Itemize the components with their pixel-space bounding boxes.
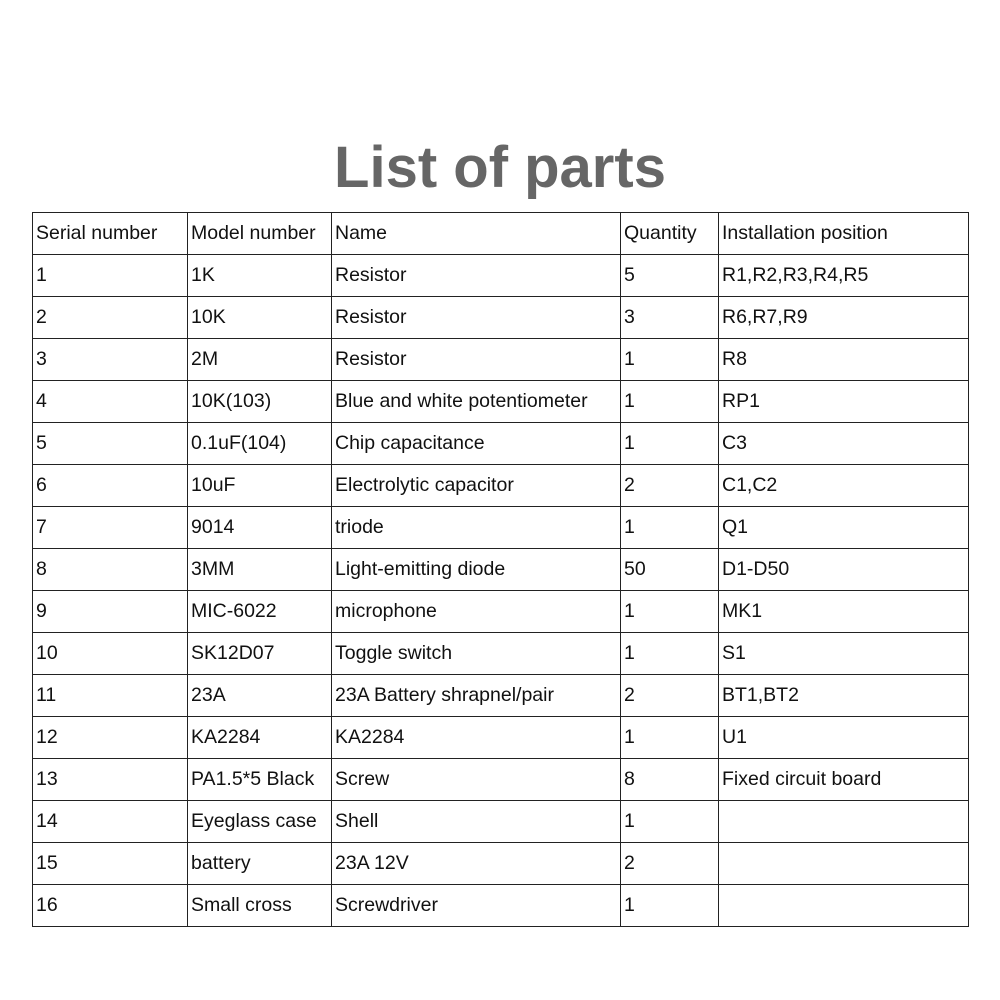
table-row bbox=[33, 843, 969, 885]
table-row bbox=[33, 717, 969, 759]
quantity-cell: 1 bbox=[621, 633, 719, 675]
table-row bbox=[33, 633, 969, 675]
model-number-cell: Small cross bbox=[188, 885, 332, 927]
quantity-cell: 50 bbox=[621, 549, 719, 591]
quantity-cell: 1 bbox=[621, 381, 719, 423]
table-row bbox=[33, 297, 969, 339]
name-cell: triode bbox=[332, 507, 621, 549]
model-number-cell: 10uF bbox=[188, 465, 332, 507]
table-row bbox=[33, 423, 969, 465]
installation-position-cell: BT1,BT2 bbox=[719, 675, 969, 717]
name-cell: Resistor bbox=[332, 339, 621, 381]
name-cell: KA2284 bbox=[332, 717, 621, 759]
name-cell: Resistor bbox=[332, 255, 621, 297]
name-cell: Shell bbox=[332, 801, 621, 843]
quantity-cell: 2 bbox=[621, 675, 719, 717]
model-number-cell: 10K(103) bbox=[188, 381, 332, 423]
installation-position-cell: D1-D50 bbox=[719, 549, 969, 591]
serial-number-cell: 14 bbox=[33, 801, 188, 843]
model-number-cell: battery bbox=[188, 843, 332, 885]
model-number-cell: Eyeglass case bbox=[188, 801, 332, 843]
serial-number-cell: 5 bbox=[33, 423, 188, 465]
table-row bbox=[33, 591, 969, 633]
serial-number-cell: 12 bbox=[33, 717, 188, 759]
name-cell: Blue and white potentiometer bbox=[332, 381, 621, 423]
parts-table bbox=[32, 212, 969, 927]
quantity-cell: 1 bbox=[621, 591, 719, 633]
model-number-cell: 0.1uF(104) bbox=[188, 423, 332, 465]
name-cell: microphone bbox=[332, 591, 621, 633]
table-row bbox=[33, 801, 969, 843]
header-serial-number: Serial number bbox=[33, 213, 188, 255]
quantity-cell: 1 bbox=[621, 717, 719, 759]
installation-position-cell: R8 bbox=[719, 339, 969, 381]
serial-number-cell: 4 bbox=[33, 381, 188, 423]
model-number-cell: 23A bbox=[188, 675, 332, 717]
header-row bbox=[33, 213, 969, 255]
name-cell: Resistor bbox=[332, 297, 621, 339]
name-cell: Screw bbox=[332, 759, 621, 801]
name-cell: Light-emitting diode bbox=[332, 549, 621, 591]
serial-number-cell: 3 bbox=[33, 339, 188, 381]
installation-position-cell: R1,R2,R3,R4,R5 bbox=[719, 255, 969, 297]
installation-position-cell: U1 bbox=[719, 717, 969, 759]
table-body bbox=[33, 255, 969, 927]
quantity-cell: 8 bbox=[621, 759, 719, 801]
installation-position-cell: Q1 bbox=[719, 507, 969, 549]
installation-position-cell: C3 bbox=[719, 423, 969, 465]
quantity-cell: 3 bbox=[621, 297, 719, 339]
model-number-cell: KA2284 bbox=[188, 717, 332, 759]
table-row bbox=[33, 507, 969, 549]
table-row bbox=[33, 465, 969, 507]
quantity-cell: 1 bbox=[621, 801, 719, 843]
model-number-cell: 2M bbox=[188, 339, 332, 381]
table-row bbox=[33, 675, 969, 717]
model-number-cell: 1K bbox=[188, 255, 332, 297]
serial-number-cell: 2 bbox=[33, 297, 188, 339]
quantity-cell: 2 bbox=[621, 465, 719, 507]
installation-position-cell: RP1 bbox=[719, 381, 969, 423]
header-installation-position: Installation position bbox=[719, 213, 969, 255]
model-number-cell: 3MM bbox=[188, 549, 332, 591]
quantity-cell: 1 bbox=[621, 507, 719, 549]
installation-position-cell: C1,C2 bbox=[719, 465, 969, 507]
installation-position-cell bbox=[719, 843, 969, 885]
page-title: List of parts bbox=[334, 134, 666, 200]
model-number-cell: 10K bbox=[188, 297, 332, 339]
serial-number-cell: 9 bbox=[33, 591, 188, 633]
serial-number-cell: 13 bbox=[33, 759, 188, 801]
serial-number-cell: 7 bbox=[33, 507, 188, 549]
table-row bbox=[33, 339, 969, 381]
name-cell: Toggle switch bbox=[332, 633, 621, 675]
table-row bbox=[33, 759, 969, 801]
serial-number-cell: 16 bbox=[33, 885, 188, 927]
model-number-cell: SK12D07 bbox=[188, 633, 332, 675]
name-cell: 23A Battery shrapnel/pair bbox=[332, 675, 621, 717]
model-number-cell: 9014 bbox=[188, 507, 332, 549]
installation-position-cell: Fixed circuit board bbox=[719, 759, 969, 801]
quantity-cell: 1 bbox=[621, 423, 719, 465]
quantity-cell: 5 bbox=[621, 255, 719, 297]
installation-position-cell bbox=[719, 885, 969, 927]
installation-position-cell bbox=[719, 801, 969, 843]
model-number-cell: MIC-6022 bbox=[188, 591, 332, 633]
quantity-cell: 1 bbox=[621, 885, 719, 927]
installation-position-cell: S1 bbox=[719, 633, 969, 675]
name-cell: 23A 12V bbox=[332, 843, 621, 885]
quantity-cell: 1 bbox=[621, 339, 719, 381]
installation-position-cell: MK1 bbox=[719, 591, 969, 633]
name-cell: Screwdriver bbox=[332, 885, 621, 927]
table-row bbox=[33, 381, 969, 423]
serial-number-cell: 6 bbox=[33, 465, 188, 507]
model-number-cell: PA1.5*5 Black bbox=[188, 759, 332, 801]
table-row bbox=[33, 255, 969, 297]
serial-number-cell: 11 bbox=[33, 675, 188, 717]
quantity-cell: 2 bbox=[621, 843, 719, 885]
table-header bbox=[33, 213, 969, 255]
header-quantity: Quantity bbox=[621, 213, 719, 255]
header-model-number: Model number bbox=[188, 213, 332, 255]
header-name: Name bbox=[332, 213, 621, 255]
serial-number-cell: 1 bbox=[33, 255, 188, 297]
table-row bbox=[33, 885, 969, 927]
table-row bbox=[33, 549, 969, 591]
serial-number-cell: 15 bbox=[33, 843, 188, 885]
serial-number-cell: 8 bbox=[33, 549, 188, 591]
serial-number-cell: 10 bbox=[33, 633, 188, 675]
installation-position-cell: R6,R7,R9 bbox=[719, 297, 969, 339]
name-cell: Chip capacitance bbox=[332, 423, 621, 465]
name-cell: Electrolytic capacitor bbox=[332, 465, 621, 507]
